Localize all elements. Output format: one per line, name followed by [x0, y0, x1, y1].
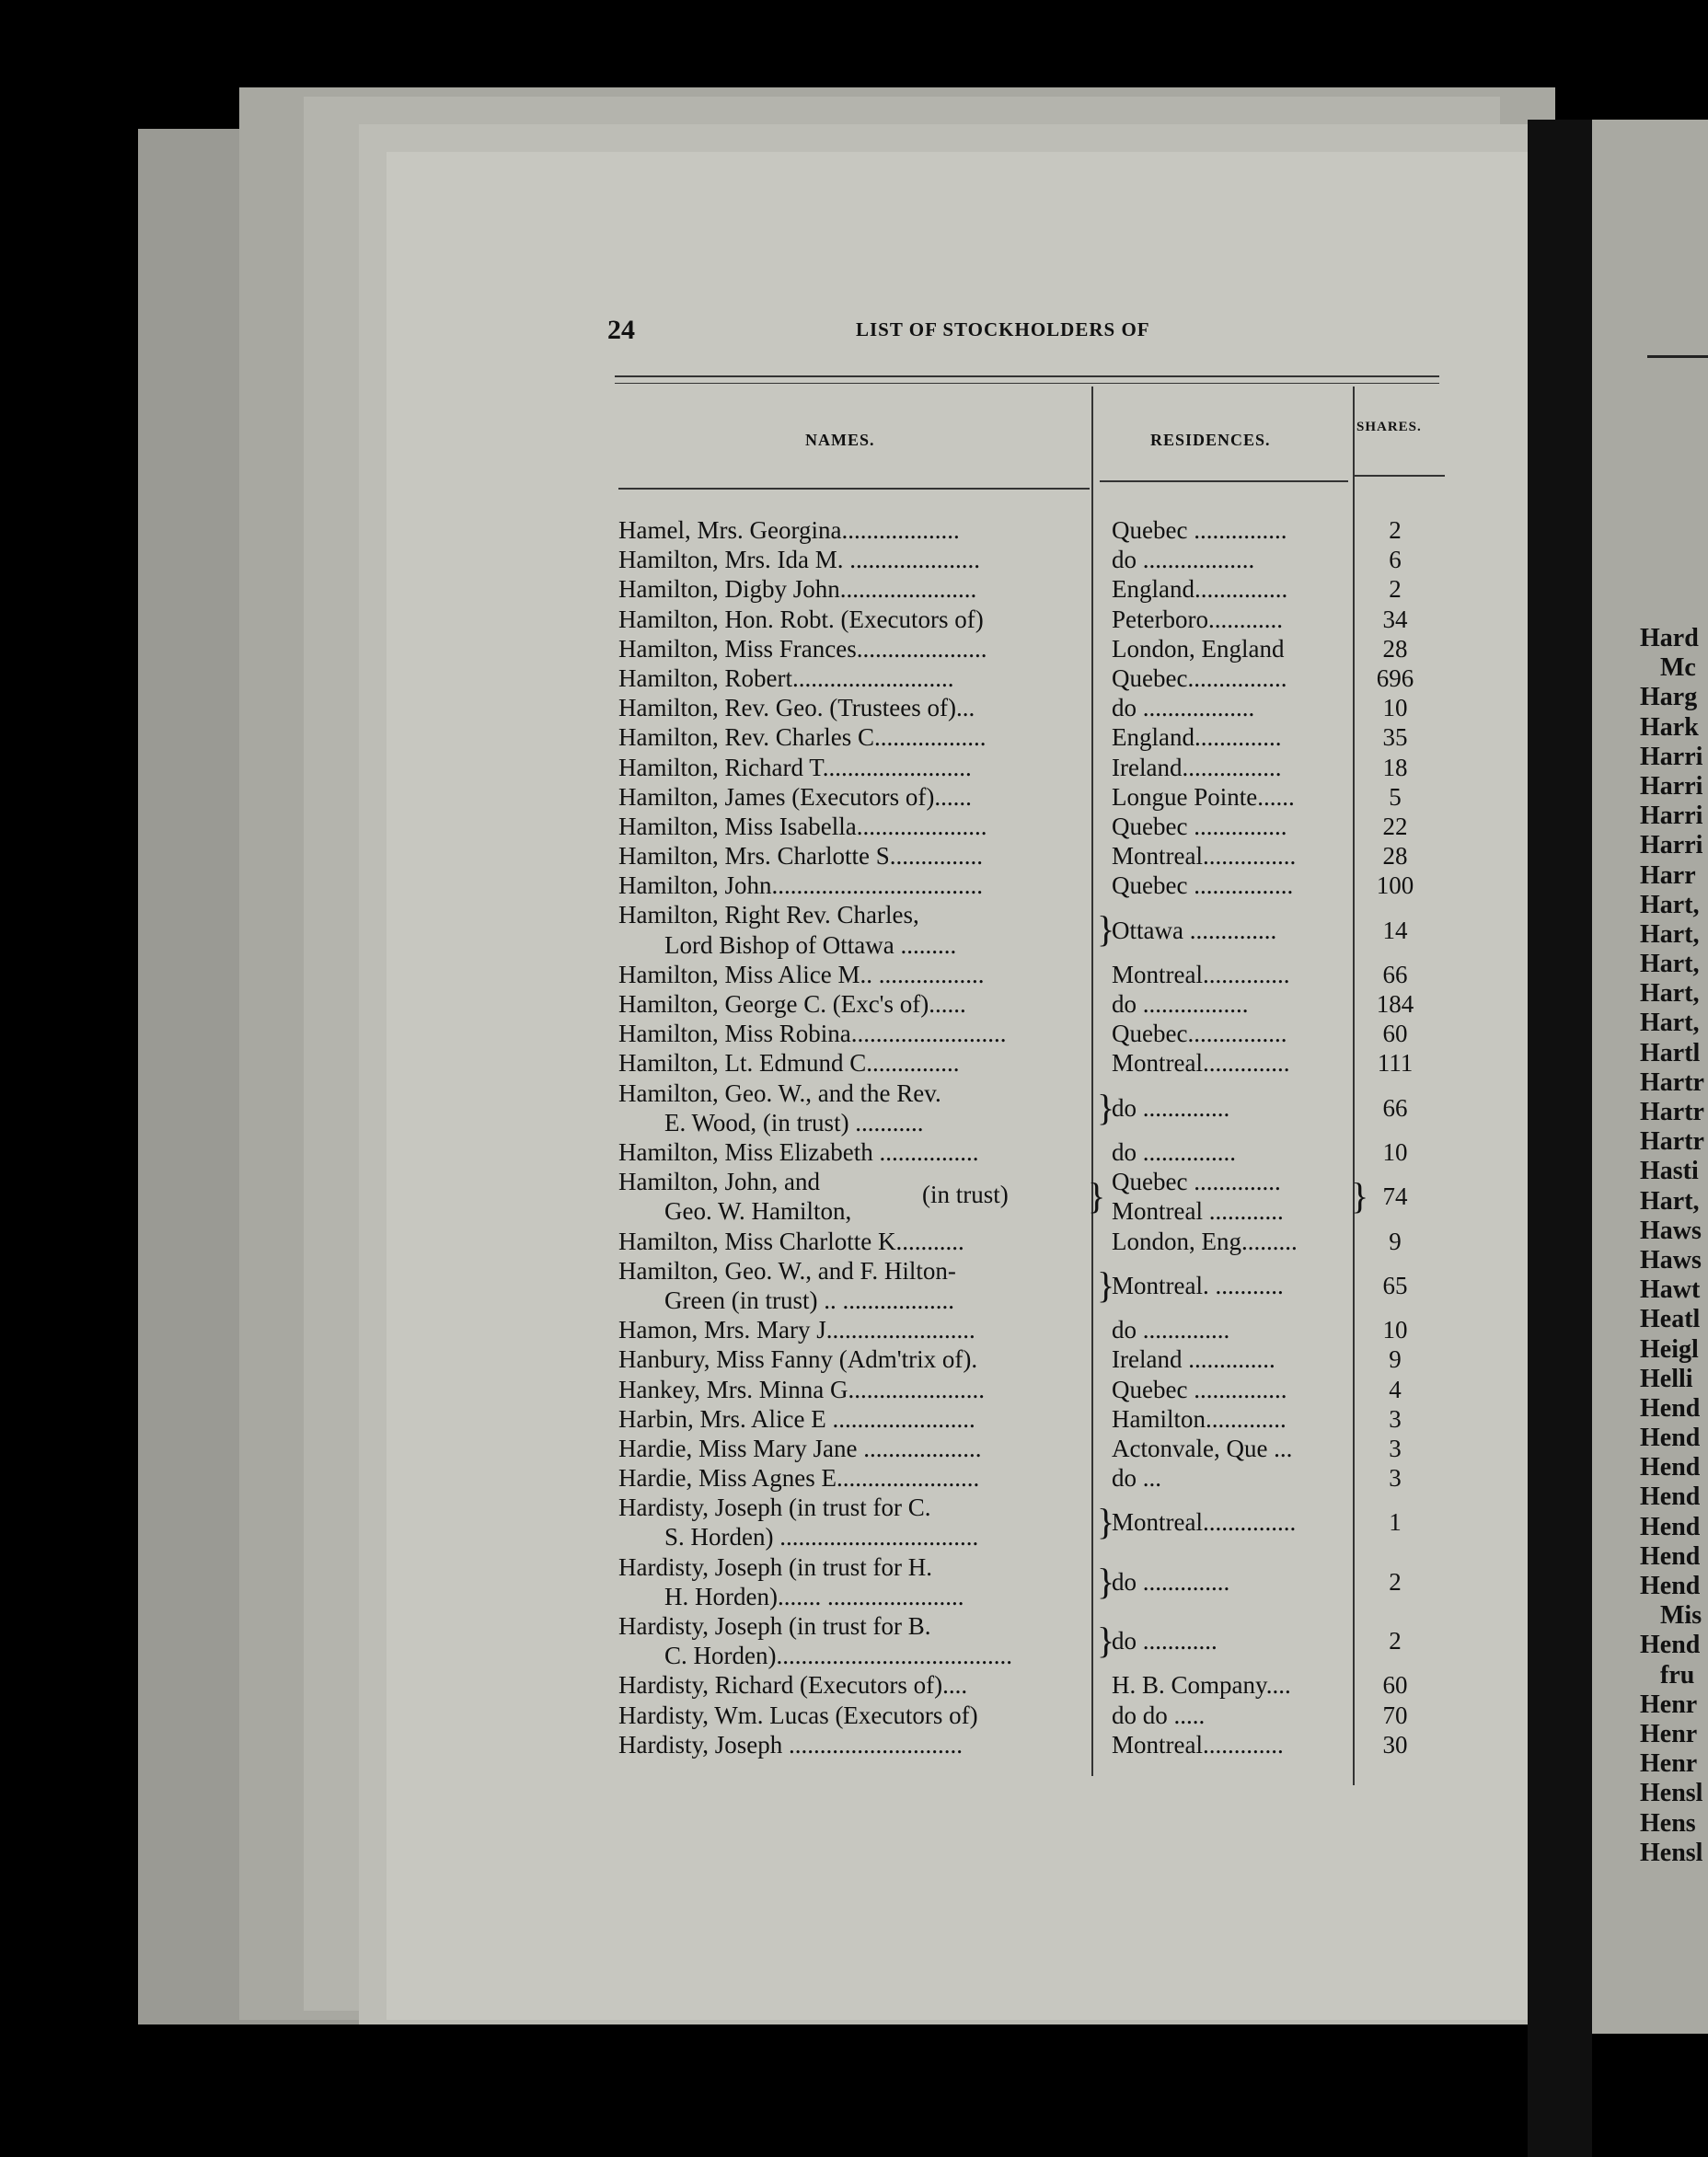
share-count: 2 — [1389, 1567, 1402, 1596]
facing-page-entry: Hend — [1640, 1393, 1701, 1423]
share-count: 9 — [1389, 1345, 1402, 1374]
residence: Quebec ................ — [1112, 871, 1294, 900]
share-count: 5 — [1389, 782, 1402, 811]
residence: England............... — [1112, 575, 1288, 604]
stockholder-entry — [618, 545, 1447, 574]
stockholder-entry — [618, 1701, 1447, 1730]
stockholder-name-continued: S. Horden) ................................ — [664, 1523, 979, 1551]
stockholder-name-continued: Lord Bishop of Ottawa ......... — [664, 930, 957, 959]
residence: do .............. — [1112, 1316, 1230, 1344]
facing-page-entry: Hend — [1640, 1453, 1701, 1482]
column-header-shares: SHARES. — [1356, 420, 1422, 434]
stockholder-name: Hamilton, Mrs. Charlotte S............... — [618, 842, 983, 871]
residence: Hamilton............. — [1112, 1404, 1287, 1433]
stockholder-entry — [618, 841, 1447, 871]
facing-page-entry: Hend — [1640, 1512, 1701, 1541]
stockholder-entry — [618, 1315, 1447, 1344]
residence: Montreal.............. — [1112, 1049, 1290, 1078]
stockholder-name: Hamilton, Rev. Charles C.................. — [618, 723, 987, 752]
stockholder-entry — [618, 1256, 1447, 1315]
column-header-residences: RESIDENCES. — [1150, 431, 1271, 449]
facing-page-entry: Henr — [1640, 1690, 1698, 1719]
facing-page-entry: Hawt — [1640, 1275, 1701, 1305]
residence: Quebec ............... — [1112, 516, 1287, 544]
facing-page-entry: Hensl — [1640, 1838, 1703, 1867]
facing-page-entry: Hart, — [1640, 919, 1700, 949]
stockholder-entry — [618, 1463, 1447, 1493]
stockholder-entry — [618, 634, 1447, 663]
stockholder-name: Hamilton, Lt. Edmund C............... — [618, 1049, 960, 1078]
stockholder-entry — [618, 605, 1447, 634]
facing-page-entry: Hend — [1640, 1482, 1701, 1512]
facing-page-entry: Heigl — [1640, 1334, 1699, 1364]
stockholder-name: Hamilton, Hon. Robt. (Executors of) — [618, 605, 984, 633]
share-count: 2 — [1389, 575, 1402, 604]
residence: Actonvale, Que ... — [1112, 1434, 1293, 1462]
grouping-brace: } — [1097, 1560, 1115, 1602]
facing-page-entry: Hend — [1640, 1631, 1701, 1660]
facing-page-entry: Hart, — [1640, 1186, 1700, 1216]
share-count: 3 — [1389, 1464, 1402, 1493]
stockholder-name: Hamilton, John.................................. — [618, 871, 983, 900]
header-rule-top — [615, 375, 1439, 377]
stockholder-entry — [618, 663, 1447, 693]
share-count: 66 — [1382, 1093, 1408, 1122]
residence: do .............. — [1112, 1093, 1230, 1122]
stockholder-entry — [618, 574, 1447, 604]
share-count: 100 — [1376, 871, 1414, 900]
stockholder-name: Hamilton, George C. (Exc's of)...... — [618, 990, 966, 1019]
stockholder-list — [618, 515, 1447, 1759]
stockholder-entry — [618, 1493, 1447, 1551]
share-count: 10 — [1382, 694, 1408, 722]
header-rule-second — [615, 383, 1439, 384]
residence: Longue Pointe...... — [1112, 782, 1295, 811]
facing-page-entry: Haws — [1640, 1216, 1702, 1245]
stockholder-entry — [618, 1167, 1447, 1226]
share-count: 111 — [1377, 1049, 1414, 1078]
stockholder-entry — [618, 1404, 1447, 1434]
residence: Montreal ............ — [1112, 1197, 1284, 1226]
stockholder-name: Hamilton, Digby John...................... — [618, 575, 977, 604]
stockholder-entry — [618, 900, 1447, 959]
residence-brace: } — [1351, 1175, 1369, 1217]
stockholder-name-continued: Green (in trust) .. .................. — [664, 1286, 954, 1314]
stockholder-name: Hamilton, Miss Charlotte K........... — [618, 1227, 964, 1255]
book-gutter — [1528, 120, 1592, 2157]
grouping-brace: } — [1097, 908, 1115, 951]
share-count: 34 — [1382, 605, 1408, 633]
stockholder-entry — [618, 753, 1447, 782]
facing-page-entry: Hend — [1640, 1541, 1701, 1571]
share-count: 18 — [1382, 753, 1408, 781]
share-count: 30 — [1382, 1730, 1408, 1759]
facing-page-entry: fru — [1660, 1660, 1695, 1690]
facing-page-entry: Harri — [1640, 742, 1703, 771]
facing-page-entry: Hensl — [1640, 1779, 1703, 1808]
facing-page-entry: Henr — [1640, 1719, 1698, 1748]
share-count: 60 — [1382, 1671, 1408, 1700]
stockholder-name-continued: E. Wood, (in trust) ........... — [664, 1108, 924, 1136]
stockholder-name: Harbin, Mrs. Alice E ....................... — [618, 1404, 975, 1433]
facing-page-entry: Mis — [1660, 1601, 1702, 1631]
facing-page-entry: Heatl — [1640, 1305, 1701, 1334]
stockholder-entry — [618, 812, 1447, 841]
facing-page-entry: Hartl — [1640, 1038, 1701, 1067]
grouping-brace: } — [1097, 1263, 1115, 1306]
facing-page-entry: Harri — [1640, 802, 1703, 831]
facing-page-entry: Helli — [1640, 1364, 1693, 1393]
stockholder-name: Hamilton, Miss Isabella..................... — [618, 812, 987, 840]
page-title: LIST OF STOCKHOLDERS OF — [856, 318, 1150, 340]
residence: Ireland .............. — [1112, 1345, 1275, 1374]
residence: Montreal. ........... — [1112, 1271, 1284, 1299]
facing-page-entry: Hartr — [1640, 1067, 1704, 1097]
facing-page-entry: Harri — [1640, 771, 1703, 801]
stockholder-entry — [618, 960, 1447, 989]
stockholder-name-continued: C. Horden)...................................... — [664, 1642, 1012, 1670]
facing-page-entry: Hend — [1640, 1572, 1701, 1600]
stockholder-name: Hamilton, Right Rev. Charles, — [618, 901, 919, 929]
share-count: 2 — [1389, 1627, 1402, 1655]
share-count: 4 — [1389, 1375, 1402, 1403]
facing-page-entry: Hart, — [1640, 979, 1700, 1009]
share-count: 14 — [1382, 916, 1408, 944]
residence: Quebec................ — [1112, 1020, 1287, 1048]
grouping-brace: } — [1097, 1086, 1115, 1128]
stockholder-name: Hamilton, Miss Alice M.. ................. — [618, 960, 985, 988]
stockholder-name: Hanbury, Miss Fanny (Adm'trix of). — [618, 1345, 978, 1374]
stockholder-entry — [618, 1227, 1447, 1256]
residence: do .............. — [1112, 1567, 1230, 1596]
share-count: 3 — [1389, 1404, 1402, 1433]
facing-page-entry: Hark — [1640, 712, 1699, 742]
share-count: 22 — [1382, 812, 1408, 840]
share-count: 696 — [1376, 663, 1414, 692]
residence: Quebec ............... — [1112, 1375, 1287, 1403]
stockholder-name: Hardisty, Joseph (in trust for B. — [618, 1612, 931, 1641]
facing-page — [1592, 120, 1708, 2034]
grouping-brace: } — [1097, 1501, 1115, 1543]
stockholder-name: Hamel, Mrs. Georgina................... — [618, 516, 960, 544]
stockholder-entry — [618, 1611, 1447, 1670]
trust-note: (in trust) — [922, 1181, 1009, 1209]
residence: England.............. — [1112, 723, 1282, 752]
stockholder-name: Hardie, Miss Agnes E....................... — [618, 1464, 980, 1493]
share-count: 66 — [1382, 960, 1408, 988]
stockholder-name: Hardisty, Richard (Executors of).... — [618, 1671, 968, 1700]
grouping-brace: } — [1088, 1175, 1106, 1217]
share-count: 60 — [1382, 1020, 1408, 1048]
column-header-names: NAMES. — [805, 431, 875, 449]
facing-page-entry: Hart, — [1640, 950, 1700, 979]
stockholder-entry — [618, 1019, 1447, 1048]
stockholder-entry — [618, 782, 1447, 812]
stockholder-entry — [618, 1078, 1447, 1137]
stockholder-name: Hamilton, Robert.......................... — [618, 663, 954, 692]
stockholder-name: Hardisty, Wm. Lucas (Executors of) — [618, 1701, 978, 1729]
share-count: 9 — [1389, 1227, 1402, 1255]
share-count: 3 — [1389, 1434, 1402, 1462]
share-count: 70 — [1382, 1701, 1408, 1729]
share-count: 6 — [1389, 546, 1402, 574]
share-count: 1 — [1389, 1508, 1402, 1537]
share-count: 65 — [1382, 1271, 1408, 1299]
names-underline — [618, 488, 1090, 490]
stockholder-name: Hamon, Mrs. Mary J........................ — [618, 1316, 975, 1344]
stockholder-entry — [618, 1344, 1447, 1374]
stockholder-entry — [618, 1048, 1447, 1078]
residence: Montreal.............. — [1112, 960, 1290, 988]
stockholder-name-continued: Geo. W. Hamilton, — [664, 1197, 852, 1226]
stockholder-entry — [618, 1137, 1447, 1167]
residence: Montreal............... — [1112, 1508, 1297, 1537]
share-count: 35 — [1382, 723, 1408, 752]
stockholder-name: Hardisty, Joseph (in trust for C. — [618, 1494, 931, 1522]
grouping-brace: } — [1097, 1620, 1115, 1662]
facing-page-entry: Hartr — [1640, 1098, 1704, 1126]
facing-page-entry: Harg — [1640, 683, 1698, 712]
share-count: 2 — [1389, 516, 1402, 544]
stockholder-name: Hamilton, Rev. Geo. (Trustees of)... — [618, 694, 975, 722]
stockholder-name: Hamilton, Miss Elizabeth ................ — [618, 1137, 979, 1166]
share-count: 28 — [1382, 842, 1408, 871]
residence: Peterboro............ — [1112, 605, 1283, 633]
share-count: 28 — [1382, 634, 1408, 663]
facing-page-list — [1640, 624, 1708, 1868]
stockholder-name: Hamilton, Geo. W., and the Rev. — [618, 1078, 941, 1107]
stockholder-entry — [618, 871, 1447, 900]
residence: London, Eng......... — [1112, 1227, 1298, 1255]
facing-page-entry: Mc — [1660, 653, 1696, 683]
residence: Montreal............... — [1112, 842, 1297, 871]
facing-page-entry: Haws — [1640, 1245, 1702, 1275]
residence: H. B. Company.... — [1112, 1671, 1291, 1700]
facing-page-entry: Hart, — [1640, 890, 1700, 919]
residence: Montreal............. — [1112, 1730, 1284, 1759]
stockholder-entry — [618, 1375, 1447, 1404]
stockholder-name: Hamilton, Miss Robina......................... — [618, 1020, 1007, 1048]
stockholder-entry — [618, 1552, 1447, 1611]
stockholder-entry — [618, 1670, 1447, 1700]
stockholder-name: Hamilton, John, and — [618, 1168, 820, 1196]
shares-underline — [1353, 475, 1445, 477]
stockholder-name: Hardie, Miss Mary Jane ................... — [618, 1434, 982, 1462]
residence: Ireland................ — [1112, 753, 1282, 781]
residence: Quebec ............... — [1112, 812, 1287, 840]
residence: do do ..... — [1112, 1701, 1206, 1729]
stockholder-entry — [618, 1434, 1447, 1463]
residence: Quebec .............. — [1112, 1168, 1281, 1196]
facing-page-entry: Henr — [1640, 1749, 1698, 1779]
stockholder-entry — [618, 989, 1447, 1019]
facing-page-entry: Hartr — [1640, 1127, 1704, 1157]
stockholder-entry — [618, 693, 1447, 722]
stockholder-name-continued: H. Horden)....... ...................... — [664, 1582, 964, 1610]
facing-page-entry: Hart, — [1640, 1009, 1700, 1038]
stockholder-name: Hamilton, James (Executors of)...... — [618, 782, 972, 811]
facing-page-rule — [1647, 355, 1708, 358]
facing-page-entry: Harri — [1640, 831, 1703, 860]
stockholder-entry — [618, 1730, 1447, 1759]
facing-page-entry: Hasti — [1640, 1157, 1699, 1186]
stockholder-name: Hardisty, Joseph ............................ — [618, 1730, 963, 1759]
residence: Quebec................ — [1112, 663, 1287, 692]
facing-page-entry: Hard — [1640, 624, 1699, 652]
residences-underline — [1100, 480, 1348, 482]
residence: do ... — [1112, 1464, 1161, 1493]
stockholder-name: Hamilton, Miss Frances..................... — [618, 634, 987, 663]
stockholder-entry — [618, 515, 1447, 545]
facing-page-entry: Hens — [1640, 1808, 1696, 1838]
stockholder-name: Hankey, Mrs. Minna G...................... — [618, 1375, 985, 1403]
share-count: 10 — [1382, 1137, 1408, 1166]
facing-page-entry: Harr — [1640, 860, 1696, 890]
share-count: 184 — [1376, 990, 1414, 1019]
residence: do ............... — [1112, 1137, 1236, 1166]
residence: London, England — [1112, 634, 1285, 663]
residence: do .................. — [1112, 694, 1255, 722]
stockholder-name: Hamilton, Geo. W., and F. Hilton- — [618, 1256, 956, 1285]
residence: Ottawa .............. — [1112, 916, 1277, 944]
share-count: 74 — [1382, 1182, 1408, 1211]
residence: do ................. — [1112, 990, 1249, 1019]
stockholder-name: Hardisty, Joseph (in trust for H. — [618, 1552, 932, 1581]
facing-page-entry: Hend — [1640, 1424, 1701, 1453]
residence: do ............ — [1112, 1627, 1218, 1655]
residence: do .................. — [1112, 546, 1255, 574]
page-number: 24 — [607, 315, 635, 345]
stockholder-name: Hamilton, Mrs. Ida M. ..................... — [618, 546, 980, 574]
share-count: 10 — [1382, 1316, 1408, 1344]
stockholder-name: Hamilton, Richard T........................ — [618, 753, 972, 781]
stockholder-entry — [618, 722, 1447, 752]
